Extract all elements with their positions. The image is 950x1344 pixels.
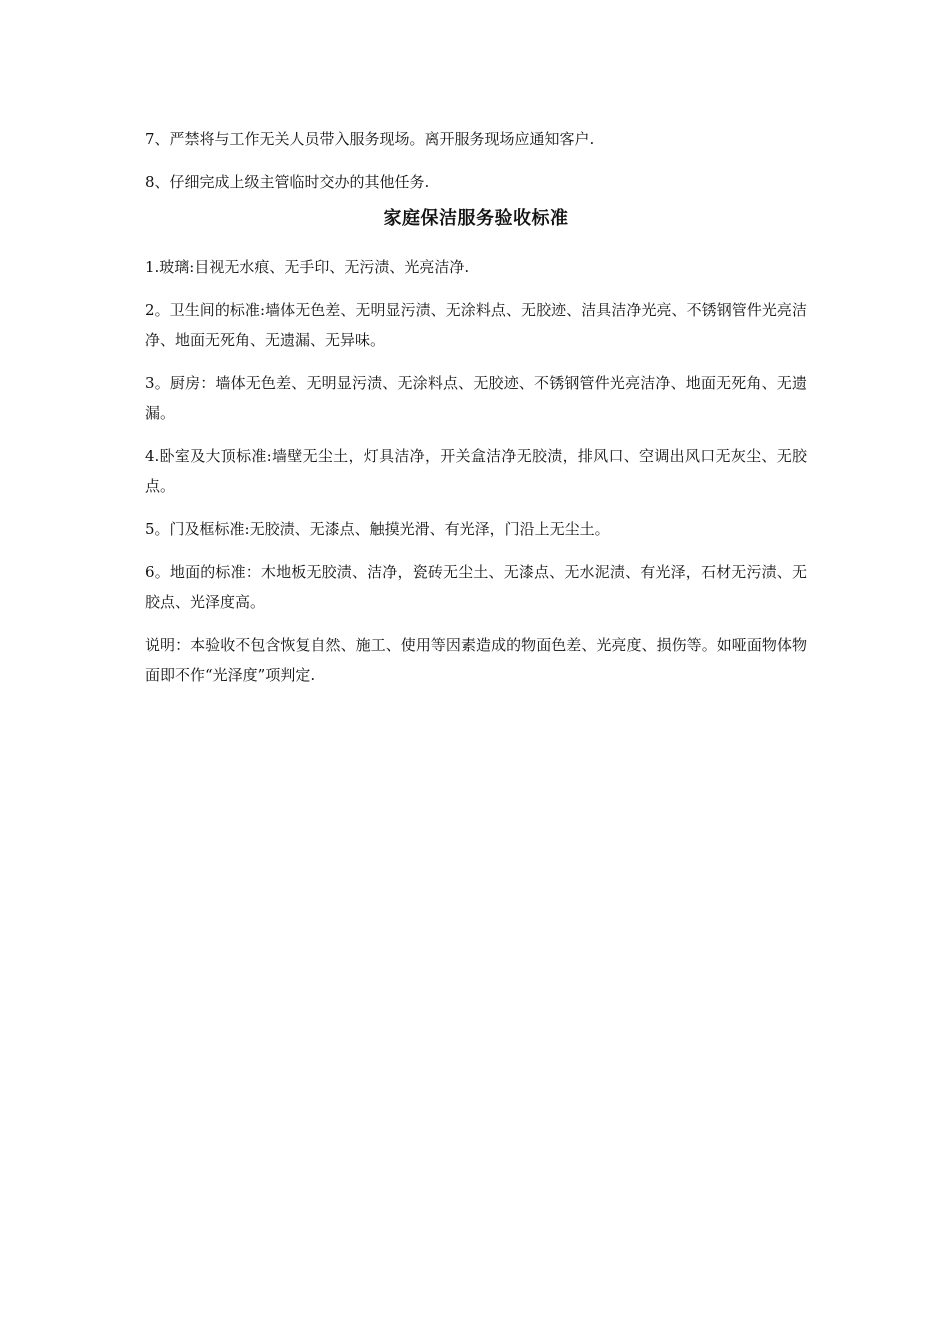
standard-kitchen: 3。厨房：墙体无色差、无明显污渍、无涂料点、无胶迹、不锈钢管件光亮洁净、地面无死角、无遗漏。 bbox=[145, 374, 807, 422]
document-body bbox=[145, 124, 807, 703]
standard-bathroom: 2。卫生间的标准:墙体无色差、无明显污渍、无涂料点、无胶迹、洁具洁净光亮、不锈钢管件光亮洁净、地面无死角、无遗漏、无异味。 bbox=[145, 301, 807, 349]
standard-bedroom-ceiling: 4.卧室及大顶标准:墙壁无尘土，灯具洁净，开关盒洁净无胶渍，排风口、空调出风口无灰尘、无胶点。 bbox=[145, 447, 807, 495]
acceptance-note: 说明：本验收不包含恢复自然、施工、使用等因素造成的物面色差、光亮度、损伤等。如哑面物体物面即不作“光泽度”项判定. bbox=[145, 636, 807, 684]
standard-glass: 1.玻璃:目视无水痕、无手印、无污渍、光亮洁净. bbox=[145, 258, 470, 276]
rule-item-7: 7、严禁将与工作无关人员带入服务现场。离开服务现场应通知客户. bbox=[145, 130, 595, 148]
standard-floor: 6。地面的标准：木地板无胶渍、洁净，瓷砖无尘土、无漆点、无水泥渍、有光泽，石材无污渍、无胶点、光泽度高。 bbox=[145, 563, 807, 611]
rule-item-8: 8、仔细完成上级主管临时交办的其他任务. bbox=[145, 173, 430, 191]
standard-door-frame: 5。门及框标准:无胶渍、无漆点、触摸光滑、有光泽，门沿上无尘土。 bbox=[145, 520, 610, 538]
document-title: 家庭保洁服务验收标准 bbox=[383, 208, 569, 229]
